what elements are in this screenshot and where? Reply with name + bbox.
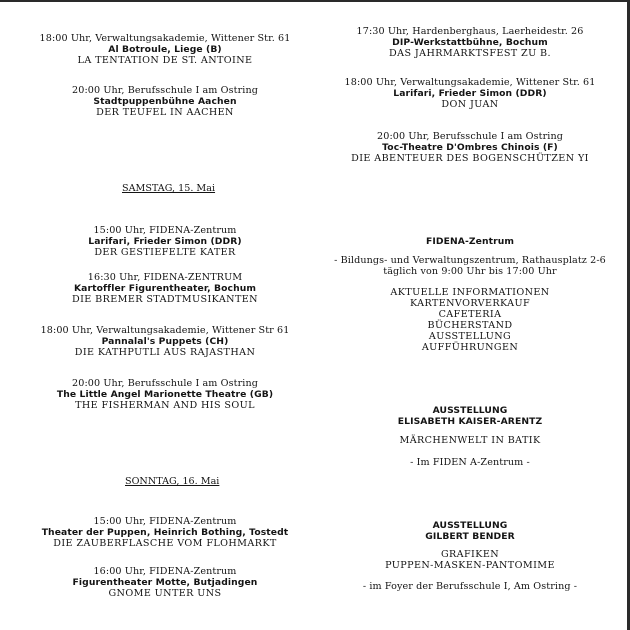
- event-company: Larifari, Frieder Simon (DDR): [88, 236, 242, 247]
- event-title: GNOME UNTER UNS: [108, 588, 222, 599]
- event-time: 20:00 Uhr, Berufsschule I am Ostring: [377, 131, 563, 142]
- fidena-address-block: [310, 255, 630, 277]
- event-time: 16:00 Uhr, FIDENA-Zentrum: [93, 566, 237, 577]
- service-item: CAFETERIA: [438, 309, 502, 320]
- event-title: DIE ZAUBERFLASCHE VOM FLOHMARKT: [53, 538, 277, 549]
- event-title: DIE ABENTEUER DES BOGENSCHÜTZEN YI: [351, 153, 589, 164]
- exhibition-title-block: [310, 435, 630, 446]
- exhibition-artist: ELISABETH KAISER-ARENTZ: [397, 416, 543, 427]
- event-time: 20:00 Uhr, Berufsschule I am Ostring: [72, 85, 258, 96]
- exhibition-heading: AUSSTELLUNG: [432, 520, 508, 531]
- exhibition-works-line: PUPPEN-MASKEN-PANTOMIME: [385, 560, 555, 571]
- event-block: [0, 566, 330, 599]
- event-block: [0, 272, 330, 305]
- event-title: DIE KATHPUTLI AUS RAJASTHAN: [74, 347, 256, 358]
- event-time: 15:00 Uhr, FIDENA-Zentrum: [93, 516, 237, 527]
- service-item: AKTUELLE INFORMATIONEN: [390, 287, 550, 298]
- event-time: 15:00 Uhr, FIDENA-Zentrum: [93, 225, 237, 236]
- event-block: [310, 131, 630, 164]
- exhibition-title: MÄRCHENWELT IN BATIK: [399, 435, 541, 446]
- exhibition-works: [310, 549, 630, 571]
- event-block: [0, 33, 330, 66]
- event-title: DIE BREMER STADTMUSIKANTEN: [72, 294, 258, 305]
- fidena-heading: FIDENA-Zentrum: [425, 236, 515, 247]
- exhibition-bender: [310, 520, 630, 542]
- event-title: DER GESTIEFELTE KATER: [94, 247, 236, 258]
- event-title: DAS JAHRMARKTSFEST ZU B.: [389, 48, 551, 59]
- event-title: DON JUAN: [441, 99, 499, 110]
- exhibition-works-line: GRAFIKEN: [440, 549, 500, 560]
- event-block: [310, 77, 630, 110]
- event-time: 16:30 Uhr, FIDENA-ZENTRUM: [87, 272, 243, 283]
- service-item: BÜCHERSTAND: [427, 320, 513, 331]
- event-block: [310, 26, 630, 59]
- event-company: Pannalal's Puppets (CH): [101, 336, 229, 347]
- event-block: [0, 85, 330, 118]
- fidena-info: [310, 236, 630, 247]
- exhibition-location: - im Foyer der Berufsschule I, Am Ostring -: [362, 581, 578, 592]
- fidena-hours: täglich von 9:00 Uhr bis 17:00 Uhr: [383, 266, 557, 277]
- event-company: Kartoffler Figurentheater, Bochum: [73, 283, 257, 294]
- event-time: 20:00 Uhr, Berufsschule I am Ostring: [72, 378, 258, 389]
- exhibition-artist: GILBERT BENDER: [425, 531, 515, 542]
- exhibition-heading: AUSSTELLUNG: [432, 405, 508, 416]
- event-block: [0, 225, 330, 258]
- service-item: AUSSTELLUNG: [428, 331, 512, 342]
- fidena-address: - Bildungs- und Verwaltungszentrum, Rathausplatz 2-6: [334, 255, 606, 266]
- fidena-services: [310, 287, 630, 353]
- event-time: 18:00 Uhr, Verwaltungsakademie, Wittener Str. 61: [344, 77, 596, 88]
- day-heading-sunday: SONNTAG, 16. Mai: [125, 476, 220, 487]
- event-company: Larifari, Frieder Simon (DDR): [393, 88, 547, 99]
- event-block: [0, 378, 330, 411]
- exhibition-location-block: [310, 457, 630, 468]
- event-company: Stadtpuppenbühne Aachen: [93, 96, 237, 107]
- event-time: 18:00 Uhr, Verwaltungsakademie, Wittener Str. 61: [39, 33, 291, 44]
- service-item: AUFFÜHRUNGEN: [421, 342, 519, 353]
- event-title: DER TEUFEL IN AACHEN: [96, 107, 234, 118]
- event-company: DIP-Werkstattbühne, Bochum: [392, 37, 548, 48]
- event-company: Al Botroule, Liege (B): [108, 44, 222, 55]
- event-title: THE FISHERMAN AND HIS SOUL: [75, 400, 255, 411]
- event-time: 18:00 Uhr, Verwaltungsakademie, Wittener Str 61: [40, 325, 290, 336]
- event-company: Toc-Theatre D'Ombres Chinois (F): [382, 142, 558, 153]
- event-company: Theater der Puppen, Heinrich Bothing, Tostedt: [41, 527, 289, 538]
- event-title: LA TENTATION DE ST. ANTOINE: [77, 55, 253, 66]
- day-heading-saturday: SAMSTAG, 15. Mai: [122, 183, 216, 194]
- scan-edge-top: [0, 0, 630, 2]
- event-time: 17:30 Uhr, Hardenberghaus, Laerheidestr. 26: [356, 26, 584, 37]
- event-company: The Little Angel Marionette Theatre (GB): [56, 389, 274, 400]
- exhibition-kaiser-arentz: [310, 405, 630, 427]
- event-block: [0, 325, 330, 358]
- exhibition-location: - Im FIDEN A-Zentrum -: [410, 457, 530, 468]
- event-company: Figurentheater Motte, Butjadingen: [72, 577, 258, 588]
- service-item: KARTENVORVERKAUF: [409, 298, 531, 309]
- event-block: [0, 516, 330, 549]
- exhibition-location-block: [310, 581, 630, 592]
